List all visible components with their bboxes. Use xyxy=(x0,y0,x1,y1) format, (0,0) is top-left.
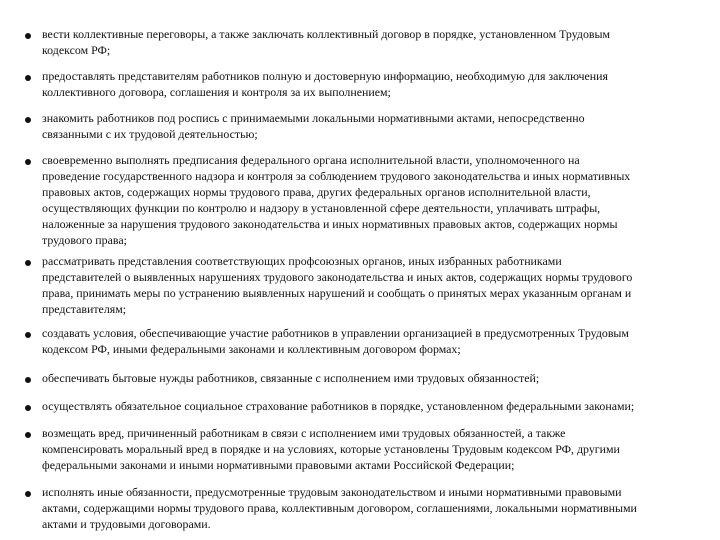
list-item-text: предоставлять представителям работников полную и достоверную информацию, необходимую для заключения коллективного договора, соглашения и контроля за их выполнением; xyxy=(42,69,608,99)
list-item-text: осуществлять обязательное социальное страхование работников в порядке, установленном федеральными законами; xyxy=(42,399,635,413)
bullet-icon xyxy=(25,432,31,438)
bullet-icon xyxy=(25,159,31,165)
list-item-text: рассматривать представления соответствующих профсоюзных органов, иных избранных работниками представителей о выявленных нарушениях трудового законодательства и иных актов, содержащих нормы трудового права, принимать меры по устранению выявленных нарушений и сообщать о принятых мерах указанным органам и представителям; xyxy=(42,254,633,316)
list-item-text: вести коллективные переговоры, а также заключать коллективный договор в порядке, установленном Трудовым кодексом РФ; xyxy=(42,27,611,57)
bullet-icon xyxy=(25,491,31,497)
bullet-icon xyxy=(25,33,31,39)
bullet-icon xyxy=(25,405,31,411)
list-item-text: создавать условия, обеспечивающие участие работников в управлении организацией в предусмотренных Трудовым кодексом РФ, иными федеральными законами и коллективным договором формах; xyxy=(42,326,629,356)
bullet-icon xyxy=(25,117,31,123)
list-item-text: своевременно выполнять предписания федерального органа исполнительной власти, уполномоченного на проведение государственного надзора и контроля за соблюдением трудового законодательства и иных нормативных правовых актов, содержащих нормы трудового права, других федеральных органов исполнительной власти, осуществляющих функции по контролю и надзору в установленной сфере деятельности, уплачивать штрафы, наложенные за нарушения трудового законодательства и иных нормативных правовых актов, содержащих нормы трудового права; xyxy=(42,153,631,247)
list-item-text: знакомить работников под роспись с принимаемыми локальными нормативными актами, непосредственно связанными с их трудовой деятельностью; xyxy=(42,111,585,141)
bullet-icon xyxy=(25,260,31,266)
list-item-text: возмещать вред, причиненный работникам в связи с исполнением ими трудовых обязанностей, а также компенсировать моральный вред в порядке и на условиях, которые установлены Трудовым кодексом РФ, другими федеральными законами и иными нормативными правовыми актами Российской Федерации; xyxy=(42,426,620,472)
list-item-text: обеспечивать бытовые нужды работников, связанные с исполнением ими трудовых обязанностей; xyxy=(42,371,540,385)
bullet-icon xyxy=(25,377,31,383)
list-item-text: исполнять иные обязанности, предусмотренные трудовым законодательством и иными нормативными правовыми актами, содержащими нормы трудового права, коллективным договором, соглашениями, локальными нормативными актами и трудовыми договорами. xyxy=(42,485,637,531)
bullet-icon xyxy=(25,332,31,338)
bullet-icon xyxy=(25,75,31,81)
